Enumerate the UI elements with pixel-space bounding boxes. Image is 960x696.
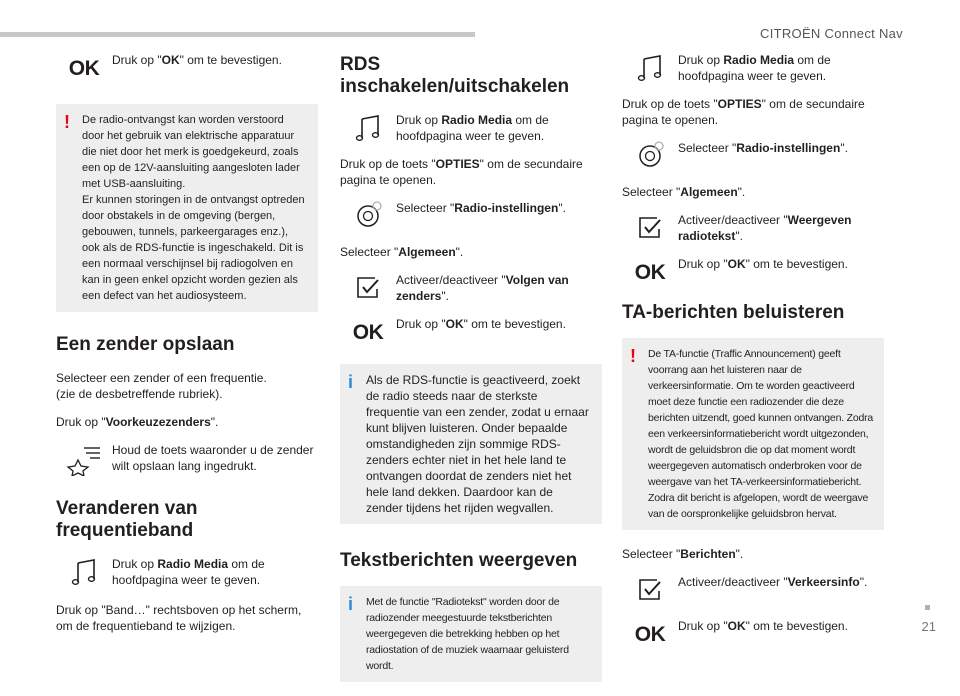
toggle-step-ta — [622, 574, 884, 606]
info-note-rds — [340, 364, 602, 524]
info-note-text — [340, 586, 602, 682]
toggle-step — [622, 212, 884, 244]
warning-note-ta — [622, 338, 884, 530]
header-bar — [0, 32, 475, 37]
toggle-step-text: Activeer/deactiveer "Verkeersinfo". — [678, 575, 868, 589]
ok-icon: OK — [634, 623, 666, 646]
info-icon: i — [348, 372, 354, 392]
ok-step — [340, 316, 602, 348]
ok-icon: OK — [634, 261, 666, 284]
star-step-text: Houd de toets waaronder u de zender wilt opslaan lang ingedrukt. — [112, 443, 314, 473]
star-step — [56, 442, 318, 476]
brand-title: CITROËN Connect Nav — [760, 26, 903, 41]
general-instruction: Selecteer "Algemeen". — [622, 185, 746, 199]
band-instruction: Druk op "Band…" rechtsboven op het scherm, om de frequentieband te wijzigen. — [56, 603, 302, 633]
heading-ta: TA-berichten beluisteren — [622, 302, 845, 323]
checkbox-icon — [340, 272, 396, 304]
toggle-step-text: Activeer/deactiveer "Weergeven radiotekst". — [678, 213, 852, 243]
media-step — [622, 52, 884, 84]
ok-step — [622, 256, 884, 288]
options-instruction: Druk op de toets "OPTIES" om de secundaire pagina te openen. — [340, 157, 583, 187]
gear-icon — [622, 140, 678, 172]
heading-radio-text: Tekstberichten weergeven — [340, 550, 578, 571]
ok-icon: OK — [68, 57, 100, 80]
media-step-text: Druk op Radio Media om de hoofdpagina weer te geven. — [112, 557, 265, 587]
ok-step-text: Druk op "OK" om te bevestigen. — [112, 53, 282, 67]
warning-icon: ! — [630, 346, 636, 366]
settings-step-text: Selecteer "Radio-instellingen". — [678, 141, 848, 155]
media-step-text: Druk op Radio Media om de hoofdpagina weer te geven. — [396, 113, 549, 143]
settings-step — [622, 140, 884, 172]
ok-step-text: Druk op "OK" om te bevestigen. — [678, 619, 848, 633]
settings-step — [340, 200, 602, 232]
warning-icon: ! — [64, 112, 70, 132]
presets-instruction: Druk op "Voorkeuzezenders". — [56, 415, 219, 429]
settings-step-text: Selecteer "Radio-instellingen". — [396, 201, 566, 215]
page-number: 21 — [921, 619, 936, 634]
warning-text: De TA-functie (Traffic Announcement) geeft voorrang aan het luisteren naar de verkeersinformatie. Om te worden geactiveerd moet deze functie een radiozender die deze berichten uitzendt, goed kunnen ontvangen. Zodra een verkeersinformatiebericht wordt uitgezonden, wordt de geluidsbron die op dat moment wordt weergegeven automatisch onderbroken voor de weergave van het TA-verkeersinformatiebericht. Zodra dit bericht is afgelopen, wordt de weergave van de oorspronkelijke geluidsbron hervat. — [648, 348, 874, 520]
warning-text: De radio-ontvangst kan worden verstoord door het gebruik van elektrische apparatuur die niet door het merk is goedgekeurd, zoals een op de 12V-aansluiting aangesloten lader met USB-aansluiting. Er kunnen storingen in de ontvangst optreden door obstakels in de omgeving (bergen, gebouwen, tunnels, parkeergarages enz.), ook als de RDS-functie is ingeschakeld. Dit is een normaal verschijnsel bij radiogolven en kan in geen enkel opzicht worden gezien als een defect van het audiosysteem. — [82, 114, 305, 302]
toggle-step-text: Activeer/deactiveer "Volgen van zenders". — [396, 273, 569, 303]
heading-rds: RDS inschakelen/uitschakelen — [340, 54, 570, 97]
messages-instruction: Selecteer "Berichten". — [622, 547, 744, 561]
save-instructions: Selecteer een zender of een frequentie. (zie de desbetreffende rubriek). — [56, 371, 267, 401]
ok-step-ta — [622, 618, 884, 650]
general-instruction: Selecteer "Algemeen". — [340, 245, 464, 259]
page-marker — [925, 605, 930, 610]
gear-icon — [340, 200, 396, 232]
media-step — [340, 112, 602, 144]
warning-note — [56, 104, 318, 312]
info-text: Als de RDS-functie is geactiveerd, zoekt de radio steeds naar de sterkste frequentie van een zender, zodat u ernaar kunt blijven luisteren. Onder bepaalde omstandigheden zijn sommige RDS-zenders echter niet in het hele land te ontvangen doordat de zenders niet het hele land dekken. Daardoor kan de zender tijdens het rijden wegvallen. — [366, 373, 589, 515]
checkbox-icon — [622, 574, 678, 606]
options-instruction: Druk op de toets "OPTIES" om de secundaire pagina te openen. — [622, 97, 865, 127]
info-icon: i — [348, 594, 354, 614]
heading-change-band: Veranderen van frequentieband — [56, 498, 198, 541]
toggle-step — [340, 272, 602, 304]
checkbox-icon — [622, 212, 678, 244]
column-3 — [622, 52, 884, 662]
media-step-text: Druk op Radio Media om de hoofdpagina weer te geven. — [678, 53, 831, 83]
music-note-icon — [340, 112, 396, 144]
ok-icon: OK — [352, 321, 384, 344]
info-text: Met de functie "Radiotekst" worden door de radiozender meegestuurde tekstberichten weergegeven die betrekking hebben op het radiostation of de muziek waarnaar geluisterd wordt. — [366, 596, 569, 672]
media-step — [56, 556, 318, 588]
ok-step — [56, 52, 318, 84]
column-2 — [340, 52, 602, 696]
ok-step-text: Druk op "OK" om te bevestigen. — [396, 317, 566, 331]
heading-save-station: Een zender opslaan — [56, 334, 235, 355]
music-note-icon — [56, 556, 112, 588]
star-hold-icon — [56, 442, 112, 476]
music-note-icon — [622, 52, 678, 84]
ok-step-text: Druk op "OK" om te bevestigen. — [678, 257, 848, 271]
column-1 — [56, 52, 318, 646]
